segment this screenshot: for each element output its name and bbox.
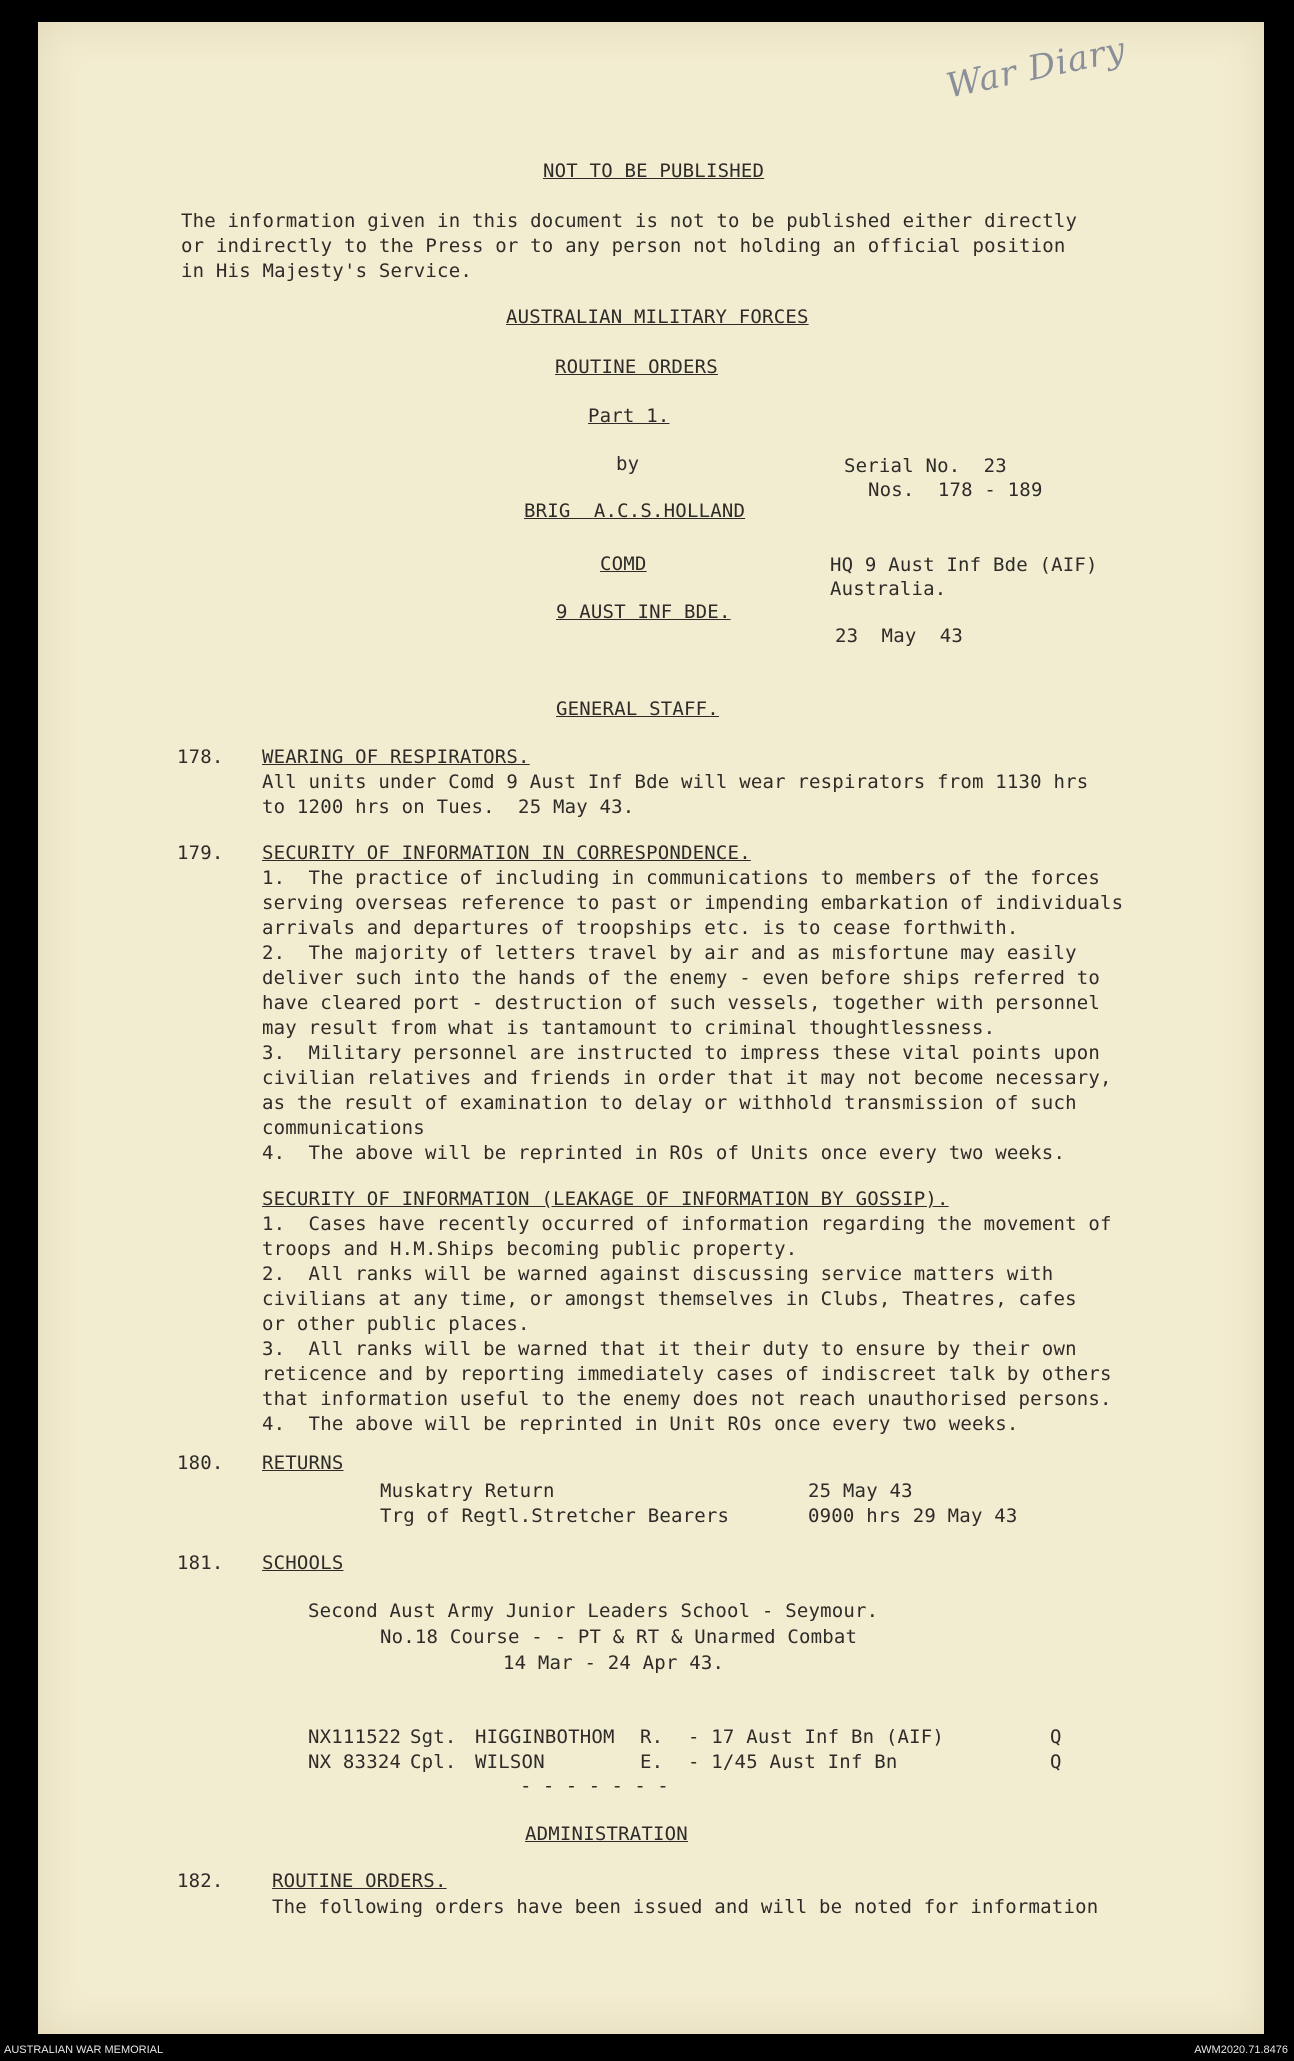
separator-dashes: - - - - - - - xyxy=(520,1775,669,1797)
student-rank: Cpl. xyxy=(410,1751,457,1773)
order-179-line: civilian relatives and friends in order that it may not become necessary, xyxy=(262,1067,1112,1089)
order-179-subline: 4. The above will be reprinted in Unit ROs once every two weeks. xyxy=(262,1413,1019,1435)
order-182-number: 182. xyxy=(177,1870,224,1892)
course-name: No.18 Course - - PT & RT & Unarmed Combat xyxy=(380,1626,858,1648)
student-name: WILSON xyxy=(475,1751,545,1773)
order-179-subline: 3. All ranks will be warned that it their duty to ensure by their own xyxy=(262,1338,1077,1360)
order-179-number: 179. xyxy=(177,842,224,864)
order-179-subtitle: SECURITY OF INFORMATION (LEAKAGE OF INFORMATION BY GOSSIP). xyxy=(262,1188,949,1210)
notice-line-1: The information given in this document is not to be published either directly xyxy=(181,210,1078,232)
notice-title: NOT TO BE PUBLISHED xyxy=(543,160,765,182)
order-179-subline: that information useful to the enemy does not reach unauthorised persons. xyxy=(262,1388,1112,1410)
notice-line-2: or indirectly to the Press or to any person not holding an official position xyxy=(181,235,1066,257)
section-administration: ADMINISTRATION xyxy=(525,1823,688,1845)
war-diary-annotation: War Diary xyxy=(942,29,1130,107)
order-179-line: as the result of examination to delay or withhold transmission of such xyxy=(262,1092,1077,1114)
order-179-line: arrivals and departures of troopships etc. is to cease forthwith. xyxy=(262,917,1019,939)
order-178-number: 178. xyxy=(177,746,224,768)
footer-right: AWM2020.71.8476 xyxy=(1194,2044,1288,2056)
student-unit: - 1/45 Aust Inf Bn xyxy=(688,1751,898,1773)
order-179-line: deliver such into the hands of the enemy - even before ships referred to xyxy=(262,967,1101,989)
student-result: Q xyxy=(1050,1751,1062,1773)
order-179-title: SECURITY OF INFORMATION IN CORRESPONDENCE. xyxy=(262,842,751,864)
order-179-line: 2. The majority of letters travel by air and as misfortune may easily xyxy=(262,942,1077,964)
org-name: AUSTRALIAN MILITARY FORCES xyxy=(506,306,809,328)
course-dates: 14 Mar - 24 Apr 43. xyxy=(503,1652,725,1674)
serial-number: Serial No. 23 xyxy=(844,455,1007,477)
order-180-title: RETURNS xyxy=(262,1452,344,1474)
order-numbers: Nos. 178 - 189 xyxy=(868,479,1043,501)
order-179-subline: civilians at any time, or amongst themselves in Clubs, Theatres, cafes xyxy=(262,1288,1077,1310)
order-179-line: 1. The practice of including in communications to members of the forces xyxy=(262,867,1101,889)
order-180-number: 180. xyxy=(177,1452,224,1474)
school-name: Second Aust Army Junior Leaders School - Seymour. xyxy=(308,1600,879,1622)
student-initial: E. xyxy=(640,1751,664,1773)
commander-name: BRIG A.C.S.HOLLAND xyxy=(524,500,746,522)
order-178-line: to 1200 hrs on Tues. 25 May 43. xyxy=(262,796,635,818)
document-date: 23 May 43 xyxy=(835,625,964,647)
order-181-number: 181. xyxy=(177,1552,224,1574)
doc-title: ROUTINE ORDERS xyxy=(555,356,718,378)
order-181-title: SCHOOLS xyxy=(262,1552,344,1574)
student-number: NX 83324 xyxy=(308,1751,402,1773)
order-179-subline: troops and H.M.Ships becoming public property. xyxy=(262,1238,798,1260)
place-label: Australia. xyxy=(830,578,947,600)
order-179-subline: 1. Cases have recently occurred of information regarding the movement of xyxy=(262,1213,1112,1235)
order-178-title: WEARING OF RESPIRATORS. xyxy=(262,746,530,768)
part-label: Part 1. xyxy=(588,405,670,427)
order-179-line: communications xyxy=(262,1117,425,1139)
order-179-line: have cleared port - destruction of such vessels, together with personnel xyxy=(262,992,1101,1014)
student-result: Q xyxy=(1050,1726,1062,1748)
return-due: 0900 hrs 29 May 43 xyxy=(808,1505,1018,1527)
order-182-line: The following orders have been issued and will be noted for information xyxy=(272,1896,1099,1918)
student-name: HIGGINBOTHOM xyxy=(475,1726,615,1748)
student-rank: Sgt. xyxy=(410,1726,457,1748)
order-179-subline: reticence and by reporting immediately cases of indiscreet talk by others xyxy=(262,1363,1112,1385)
return-item: Muskatry Return xyxy=(380,1480,555,1502)
student-number: NX111522 xyxy=(308,1726,402,1748)
student-initial: R. xyxy=(640,1726,664,1748)
order-182-title: ROUTINE ORDERS. xyxy=(272,1870,447,1892)
footer-left: AUSTRALIAN WAR MEMORIAL xyxy=(4,2044,164,2056)
comd-label: COMD xyxy=(600,553,647,575)
student-unit: - 17 Aust Inf Bn (AIF) xyxy=(688,1726,945,1748)
order-179-line: 3. Military personnel are instructed to impress these vital points upon xyxy=(262,1042,1101,1064)
order-179-subline: 2. All ranks will be warned against discussing service matters with xyxy=(262,1263,1054,1285)
by-label: by xyxy=(616,453,640,475)
unit-label: 9 AUST INF BDE. xyxy=(556,601,731,623)
hq-label: HQ 9 Aust Inf Bde (AIF) xyxy=(830,554,1098,576)
order-179-line: 4. The above will be reprinted in ROs of Units once every two weeks. xyxy=(262,1142,1066,1164)
order-178-line: All units under Comd 9 Aust Inf Bde will wear respirators from 1130 hrs xyxy=(262,771,1089,793)
return-item: Trg of Regtl.Stretcher Bearers xyxy=(380,1505,730,1527)
order-179-line: may result from what is tantamount to criminal thoughtlessness. xyxy=(262,1017,996,1039)
section-general-staff: GENERAL STAFF. xyxy=(556,698,719,720)
return-due: 25 May 43 xyxy=(808,1480,913,1502)
notice-line-3: in His Majesty's Service. xyxy=(181,260,472,282)
order-179-subline: or other public places. xyxy=(262,1313,530,1335)
order-179-line: serving overseas reference to past or impending embarkation of individuals xyxy=(262,892,1124,914)
